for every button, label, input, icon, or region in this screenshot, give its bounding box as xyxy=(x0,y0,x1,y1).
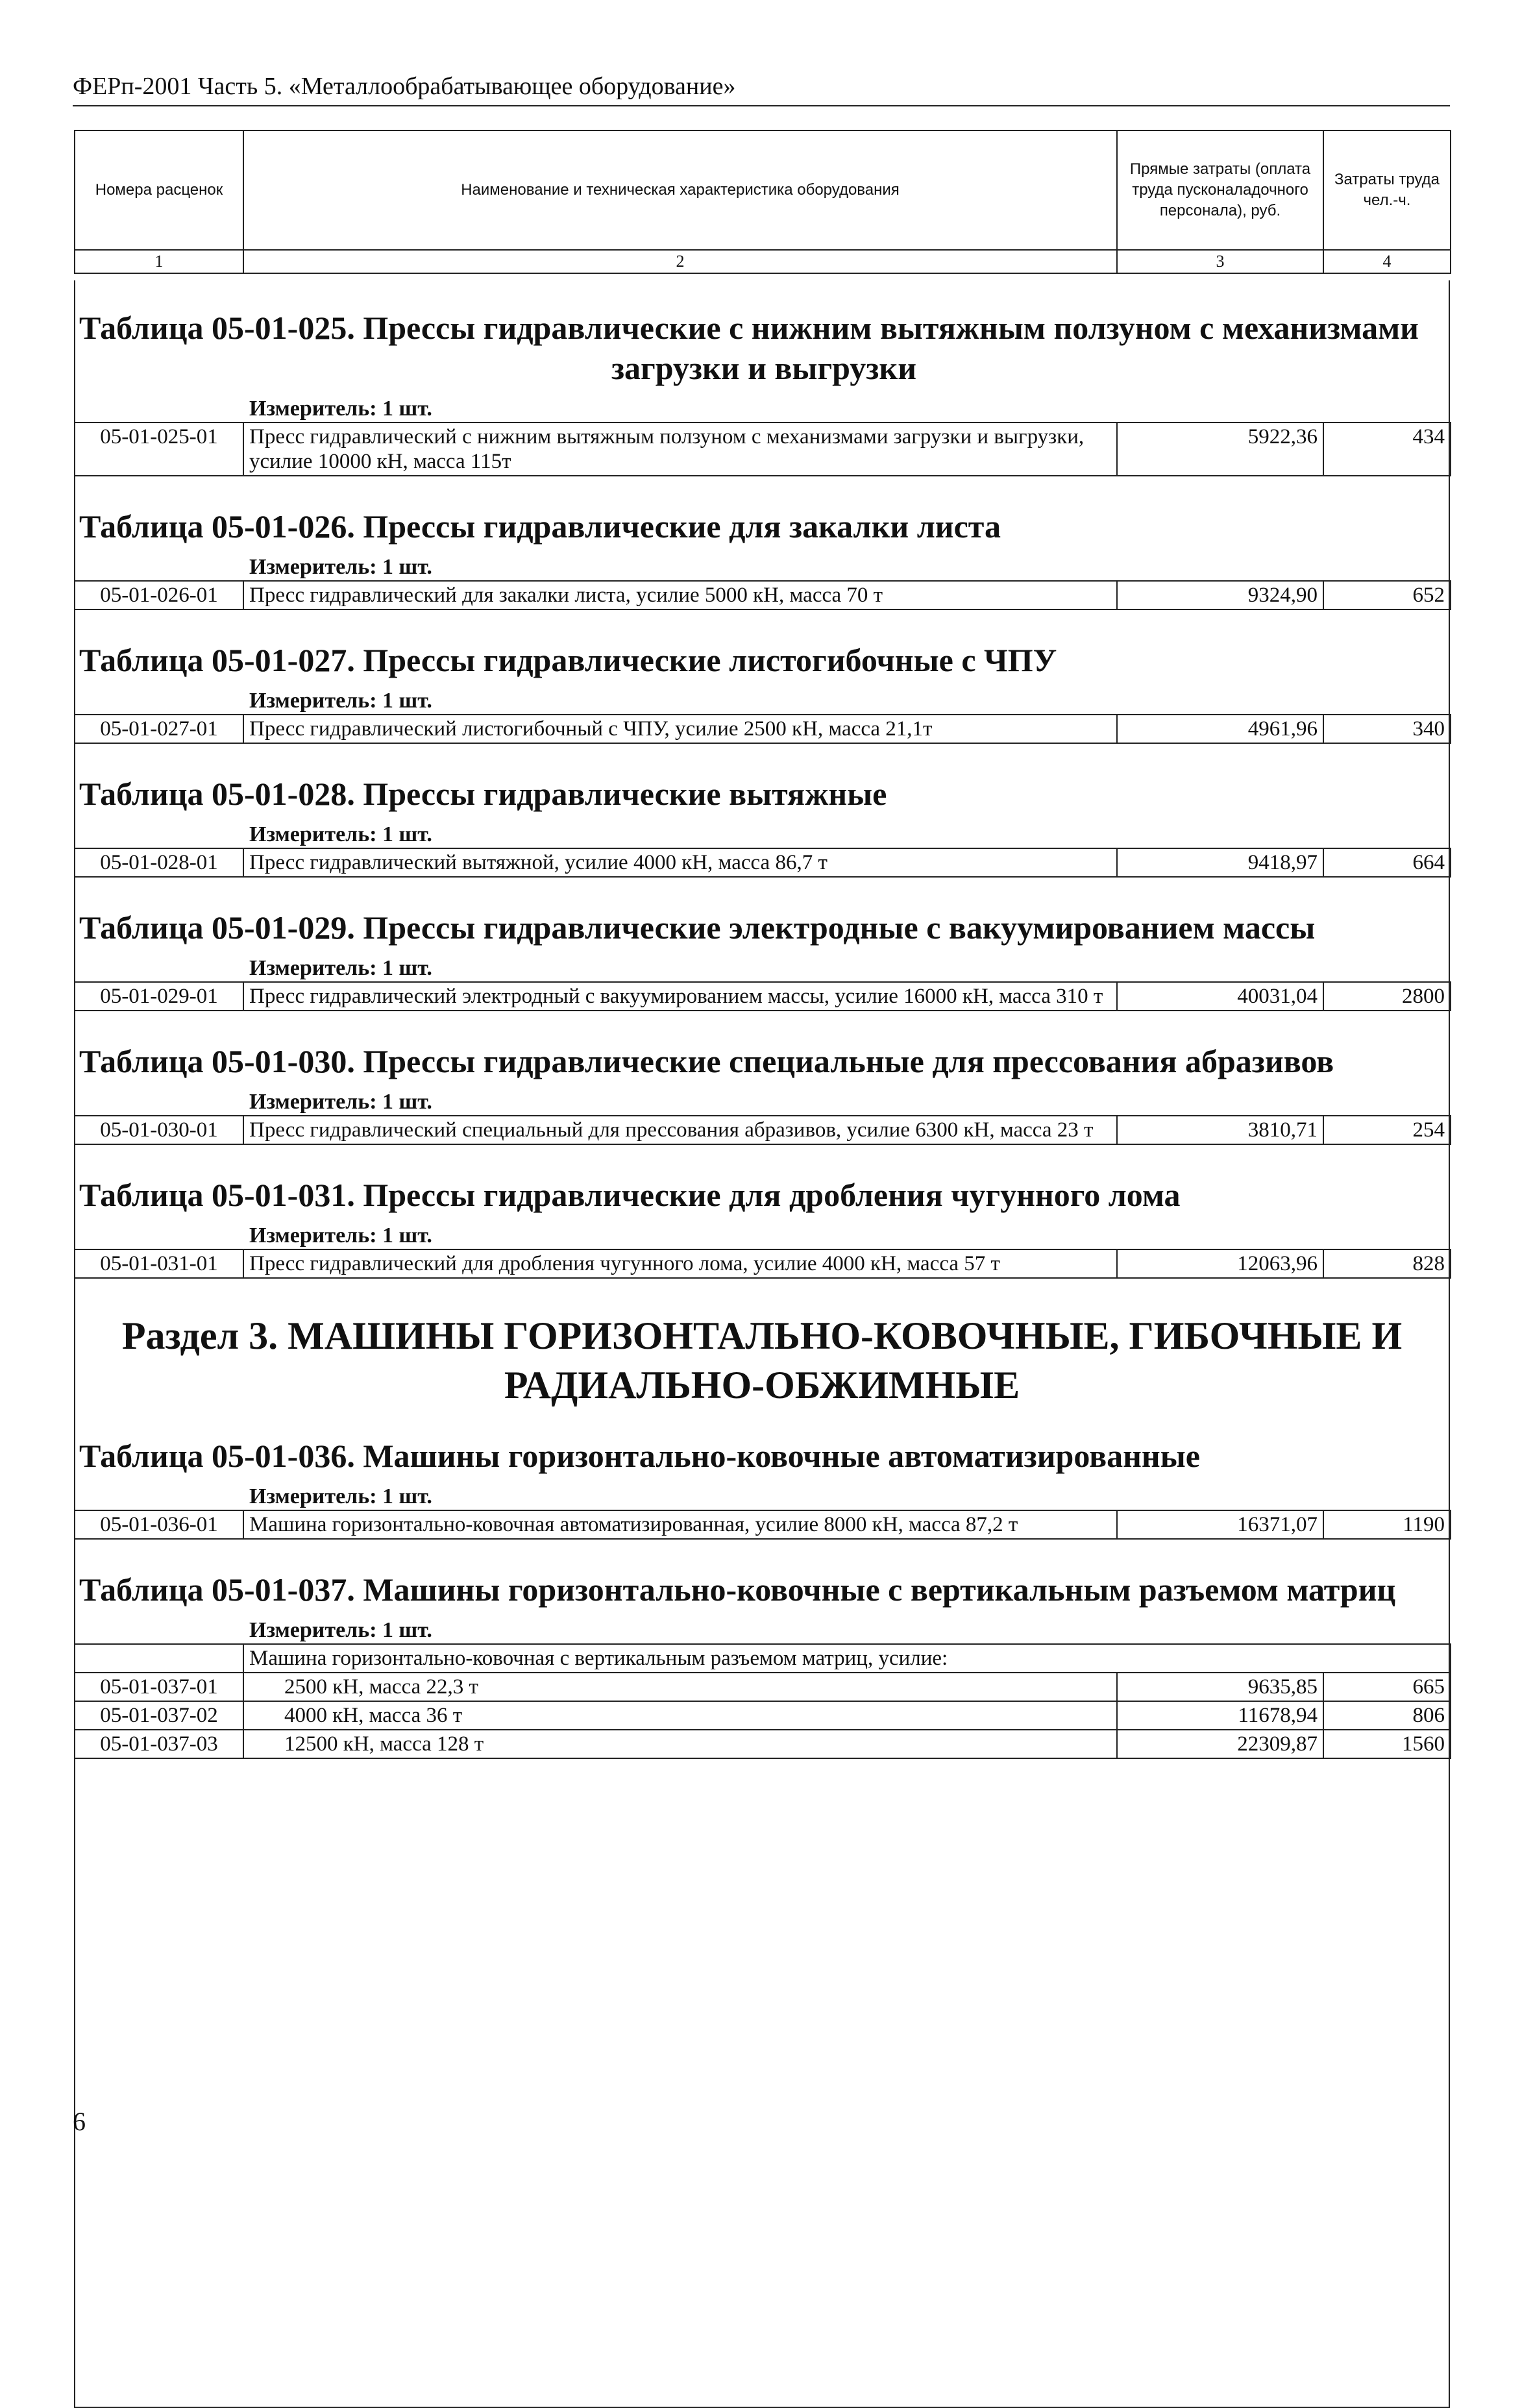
rate-description: Пресс гидравлический для дробления чугунного лома, усилие 4000 кН, масса 57 т xyxy=(243,1249,1117,1278)
table-row xyxy=(75,1701,1451,1730)
rate-labor: 828 xyxy=(1323,1249,1451,1278)
rate-cost: 11678,94 xyxy=(1117,1701,1323,1730)
table-row xyxy=(75,423,1451,476)
rate-description: Пресс гидравлический специальный для прессования абразивов, усилие 6300 кН, масса 23 т xyxy=(243,1116,1117,1144)
rate-labor: 254 xyxy=(1323,1116,1451,1144)
rate-description: 2500 кН, масса 22,3 т xyxy=(243,1673,1117,1701)
unit-label: Измеритель: 1 шт. xyxy=(249,1223,432,1247)
table-title-continuation: загрузки и выгрузки xyxy=(611,350,917,386)
rate-code: 05-01-029-01 xyxy=(75,982,243,1011)
table-row xyxy=(75,1249,1451,1278)
rate-cost: 22309,87 xyxy=(1117,1730,1323,1758)
rate-code: 05-01-037-02 xyxy=(75,1701,243,1730)
unit-label: Измеритель: 1 шт. xyxy=(249,555,432,579)
rate-cost: 4961,96 xyxy=(1117,715,1323,743)
document-body xyxy=(74,280,1450,2408)
col-num-4: 4 xyxy=(1323,250,1451,273)
table-row xyxy=(75,1673,1451,1701)
rate-labor: 2800 xyxy=(1323,982,1451,1011)
unit-label: Измеритель: 1 шт. xyxy=(249,397,432,421)
document-header: ФЕРп-2001 Часть 5. «Металлообрабатывающее оборудование» xyxy=(73,71,1450,106)
rate-description: Пресс гидравлический с нижним вытяжным ползуном с механизмами загрузки и выгрузки, усилие 10000 кН, масса 115т xyxy=(243,423,1117,476)
rate-description: 12500 кН, масса 128 т xyxy=(243,1730,1117,1758)
table-title: Таблица 05-01-029. Прессы гидравлические электродные с вакуумированием массы xyxy=(79,909,1316,946)
rate-cost: 9418,97 xyxy=(1117,848,1323,877)
rate-description: Пресс гидравлический листогибочный с ЧПУ, усилие 2500 кН, масса 21,1т xyxy=(243,715,1117,743)
rate-labor: 806 xyxy=(1323,1701,1451,1730)
rate-code: 05-01-025-01 xyxy=(75,423,243,476)
rate-cost: 3810,71 xyxy=(1117,1116,1323,1144)
table-row xyxy=(75,848,1451,877)
table-row xyxy=(75,715,1451,743)
col-cost-header: Прямые затраты (оплата труда пусконаладочного персонала), руб. xyxy=(1117,130,1323,250)
table-row xyxy=(75,982,1451,1011)
rate-table xyxy=(74,1510,1451,1540)
rate-labor: 664 xyxy=(1323,848,1451,877)
rate-code: 05-01-031-01 xyxy=(75,1249,243,1278)
unit-label: Измеритель: 1 шт. xyxy=(249,689,432,713)
rate-description: Машина горизонтально-ковочная автоматизированная, усилие 8000 кН, масса 87,2 т xyxy=(243,1510,1117,1539)
page-number: 6 xyxy=(73,2107,86,2136)
table-row xyxy=(75,1116,1451,1144)
rate-cost: 9324,90 xyxy=(1117,581,1323,609)
rate-description: 4000 кН, масса 36 т xyxy=(243,1701,1117,1730)
column-header-table xyxy=(74,130,1451,274)
table-row xyxy=(75,1730,1451,1758)
rate-table xyxy=(74,714,1451,744)
rate-cost: 5922,36 xyxy=(1117,423,1323,476)
rate-labor: 1560 xyxy=(1323,1730,1451,1758)
table-row xyxy=(75,581,1451,609)
unit-label: Измеритель: 1 шт. xyxy=(249,1618,432,1642)
rate-description: Пресс гидравлический для закалки листа, усилие 5000 кН, масса 70 т xyxy=(243,581,1117,609)
rate-table xyxy=(74,981,1451,1011)
rate-table xyxy=(74,1643,1451,1759)
rate-labor: 652 xyxy=(1323,581,1451,609)
rate-cost: 12063,96 xyxy=(1117,1249,1323,1278)
section-title-line-1: Раздел 3. МАШИНЫ ГОРИЗОНТАЛЬНО-КОВОЧНЫЕ, ГИБОЧНЫЕ И xyxy=(121,1314,1403,1357)
table-title: Таблица 05-01-028. Прессы гидравлические вытяжные xyxy=(79,776,887,812)
unit-label: Измеритель: 1 шт. xyxy=(249,1090,432,1114)
rate-labor: 434 xyxy=(1323,423,1451,476)
col-num-3: 3 xyxy=(1117,250,1323,273)
rate-labor: 1190 xyxy=(1323,1510,1451,1539)
table-title: Таблица 05-01-027. Прессы гидравлические листогибочные с ЧПУ xyxy=(79,642,1057,678)
group-description: Машина горизонтально-ковочная с вертикальным разъемом матриц, усилие: xyxy=(243,1644,1451,1673)
unit-label: Измеритель: 1 шт. xyxy=(249,956,432,980)
rate-code: 05-01-026-01 xyxy=(75,581,243,609)
rate-cost: 16371,07 xyxy=(1117,1510,1323,1539)
table-title: Таблица 05-01-030. Прессы гидравлические специальные для прессования абразивов xyxy=(79,1043,1334,1079)
rate-code: 05-01-036-01 xyxy=(75,1510,243,1539)
rate-table xyxy=(74,1115,1451,1145)
table-title: Таблица 05-01-036. Машины горизонтально-ковочные автоматизированные xyxy=(79,1438,1200,1474)
section-title xyxy=(75,1311,1449,1410)
rate-labor: 665 xyxy=(1323,1673,1451,1701)
rate-code: 05-01-037-01 xyxy=(75,1673,243,1701)
section-title-line-2: РАДИАЛЬНО-ОБЖИМНЫЕ xyxy=(504,1364,1020,1407)
rate-labor: 340 xyxy=(1323,715,1451,743)
rate-cost: 9635,85 xyxy=(1117,1673,1323,1701)
col-name-header: Наименование и техническая характеристика оборудования xyxy=(243,130,1117,250)
rate-description: Пресс гидравлический вытяжной, усилие 4000 кН, масса 86,7 т xyxy=(243,848,1117,877)
col-code-header: Номера расценок xyxy=(75,130,243,250)
table-title: Таблица 05-01-031. Прессы гидравлические для дробления чугунного лома xyxy=(79,1177,1181,1213)
rate-description: Пресс гидравлический электродный с вакуумированием массы, усилие 16000 кН, масса 310 т xyxy=(243,982,1117,1011)
col-labor-header: Затраты труда чел.-ч. xyxy=(1323,130,1451,250)
rate-cost: 40031,04 xyxy=(1117,982,1323,1011)
table-title: Таблица 05-01-025. Прессы гидравлические с нижним вытяжным ползуном с механизмами загрузки и выгрузки xyxy=(75,308,1449,388)
rate-table xyxy=(74,848,1451,878)
rate-table xyxy=(74,580,1451,610)
rate-code: 05-01-027-01 xyxy=(75,715,243,743)
table-title: Таблица 05-01-026. Прессы гидравлические для закалки листа xyxy=(79,508,1001,545)
unit-label: Измеритель: 1 шт. xyxy=(249,822,432,846)
rate-code: 05-01-037-03 xyxy=(75,1730,243,1758)
rate-code: 05-01-028-01 xyxy=(75,848,243,877)
rate-code: 05-01-030-01 xyxy=(75,1116,243,1144)
rate-table xyxy=(74,422,1451,476)
table-row xyxy=(75,1510,1451,1539)
col-num-1: 1 xyxy=(75,250,243,273)
table-group-row xyxy=(75,1644,1451,1673)
col-num-2: 2 xyxy=(243,250,1117,273)
table-title: Таблица 05-01-037. Машины горизонтально-ковочные с вертикальным разъемом матриц xyxy=(79,1571,1396,1608)
unit-label: Измеритель: 1 шт. xyxy=(249,1484,432,1508)
rate-table xyxy=(74,1249,1451,1279)
